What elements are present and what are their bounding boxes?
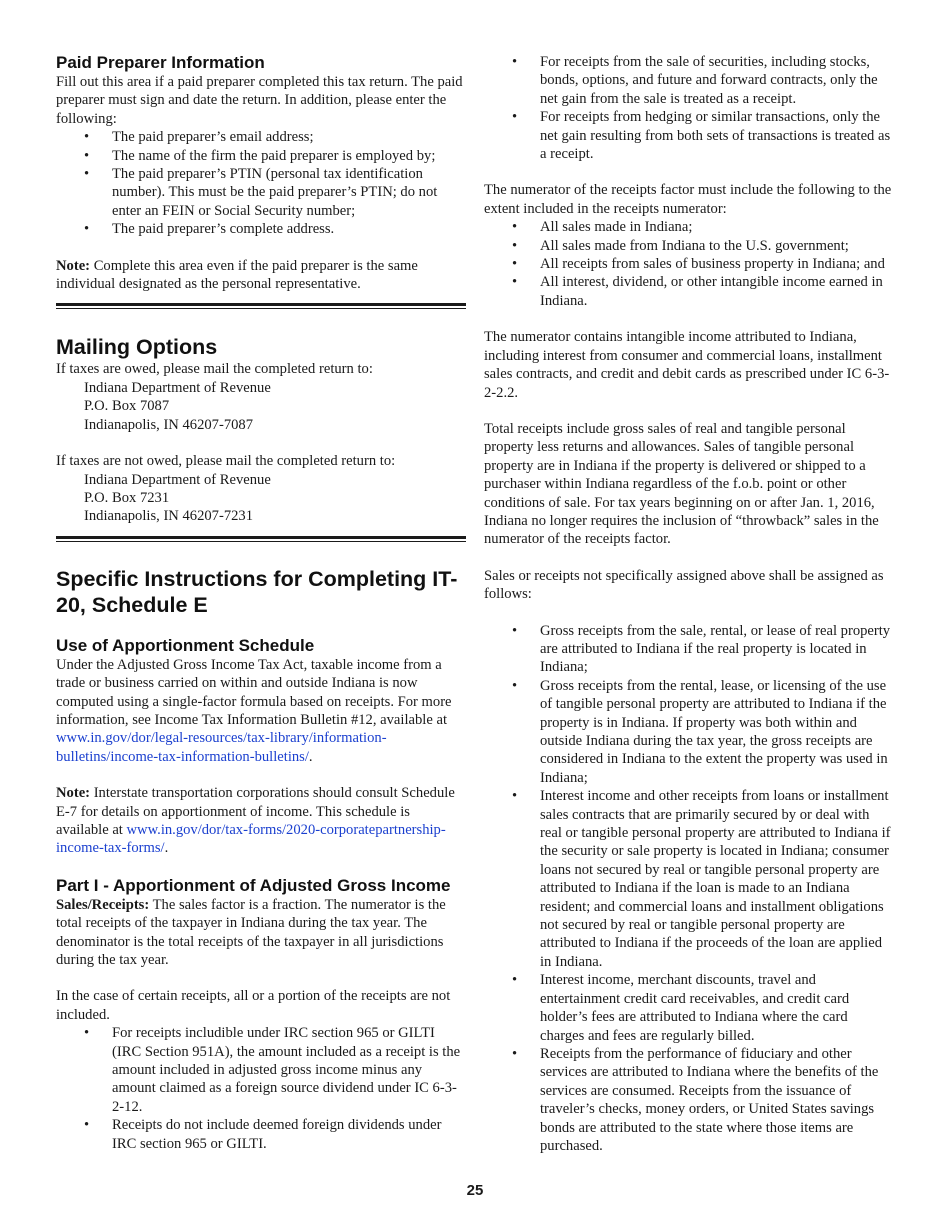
specific-instructions-heading: Specific Instructions for Completing IT-20, Schedule E	[56, 566, 458, 617]
punctuation: .	[164, 840, 169, 857]
list-item: • Receipts from the performance of fiduciary and other services are attributed to Indiana where the benefits of the services are consumed. Receipts from the issuance of traveler’s checks, money orders, or United States savings bonds are attributed to the state where those items are purchased.	[484, 1045, 894, 1155]
assigned-list	[484, 622, 894, 1156]
address-line: P.O. Box 7087	[84, 398, 170, 415]
paid-preparer-heading: Paid Preparer Information	[56, 53, 265, 72]
list-item: • All sales made in Indiana;	[484, 218, 894, 236]
punctuation: .	[308, 748, 313, 765]
list-item: • For receipts from hedging or similar transactions, only the net gain resulting from both sets of transactions is treated as a receipt.	[484, 108, 894, 163]
certain-receipts-list	[56, 1024, 466, 1153]
note-text: Complete this area even if the paid preparer is the same individual designated as the personal representative.	[56, 257, 418, 293]
sales-receipts-label: Sales/Receipts:	[56, 896, 150, 913]
mailing-not-owed-intro: If taxes are not owed, please mail the completed return to:	[56, 453, 396, 470]
right-column	[484, 0, 894, 1155]
list-item: • The paid preparer’s email address;	[56, 128, 466, 146]
list-item: • For receipts from the sale of securities, including stocks, bonds, options, and future and forward contracts, only the net gain from the sale is treated as a receipt.	[484, 53, 894, 108]
list-item: • Interest income and other receipts from loans or installment sales contracts that are primarily secured by or deal with real or tangible personal property are attributed to Indiana if the security or sale property is located in Indiana; consumer loans not secured by real or tangible personal property are attributed to Indiana if the loan is made to an Indiana resident; and commercial loans and installment obligations not secured by real or tangible personal property are attributed to Indiana if the proceeds of the loan are applied in Indiana.	[484, 787, 894, 971]
left-column	[56, 0, 466, 1153]
address-line: P.O. Box 7231	[84, 489, 170, 506]
use-of-apportionment-text	[56, 656, 466, 766]
mailing-owed-address	[56, 379, 466, 434]
mailing-not-owed-address	[56, 471, 466, 526]
list-item: • All interest, dividend, or other intangible income earned in Indiana.	[484, 273, 894, 310]
net-gain-list	[484, 53, 894, 163]
address-line: Indiana Department of Revenue	[84, 379, 271, 396]
list-item: • All receipts from sales of business property in Indiana; and	[484, 255, 894, 273]
intangible-income-text: The numerator contains intangible income attributed to Indiana, including interest from consumer and commercial loans, installment sales contracts, and credit and debit cards as prescribed under IC 6-3-2-2.2.	[484, 329, 890, 401]
note-text: Interstate transportation corporations should consult Schedule E-7 for details on apportionment of income. This schedule is available at	[56, 785, 455, 838]
part1-heading: Part I - Apportionment of Adjusted Gross Income	[56, 875, 451, 895]
paid-preparer-list	[56, 128, 466, 238]
note-label: Note:	[56, 785, 91, 802]
list-item: • Gross receipts from the rental, lease, or licensing of the use of tangible personal property are attributed to Indiana if the property is in Indiana. If property was both within and outside Indiana during the tax year, the gross receipts are considered in Indiana to the extent the property was used in Indiana;	[484, 677, 894, 787]
list-item: • The name of the firm the paid preparer is employed by;	[56, 147, 466, 165]
note-label: Note:	[56, 257, 91, 274]
address-line: Indiana Department of Revenue	[84, 471, 271, 488]
schedule-e7-note	[56, 784, 466, 858]
total-receipts-text: Total receipts include gross sales of real and tangible personal property less returns and allowances. Sales of tangible personal property are in Indiana if the property is delivered or shipped to a purchaser within Indiana regardless of the f.o.b. point or other conditions of sale. For tax years beginning on or after Jan. 1, 2016, Indiana no longer requires the inclusion of “throwback” sales in the numerator of the receipts factor.	[484, 420, 879, 548]
mailing-options-heading: Mailing Options	[56, 335, 218, 360]
list-item: • Gross receipts from the sale, rental, or lease of real property are attributed to Indiana if the real property is located in Indiana;	[484, 622, 894, 677]
paid-preparer-intro: Fill out this area if a paid preparer completed this tax return. The paid preparer must sign and date the return. In addition, please enter the following:	[56, 74, 463, 127]
sales-receipts-text	[56, 896, 466, 970]
address-line: Indianapolis, IN 46207-7231	[84, 508, 254, 525]
numerator-list	[484, 218, 894, 310]
list-item: • All sales made from Indiana to the U.S. government;	[484, 237, 894, 255]
address-line: Indianapolis, IN 46207-7087	[84, 416, 254, 433]
numerator-intro: The numerator of the receipts factor must include the following to the extent included in the receipts numerator:	[484, 182, 892, 217]
assigned-intro: Sales or receipts not specifically assigned above shall be assigned as follows:	[484, 567, 884, 603]
list-item: • Receipts do not include deemed foreign dividends under IRC section 965 or GILTI.	[56, 1116, 466, 1153]
page-number: 25	[466, 1182, 484, 1199]
paid-preparer-note	[56, 257, 466, 294]
certain-receipts-text: In the case of certain receipts, all or a portion of the receipts are not included.	[56, 988, 451, 1023]
list-item: • For receipts includible under IRC section 965 or GILTI (IRC Section 951A), the amount included as a receipt is the amount included in adjusted gross income minus any amount claimed as a foreign source dividend under IC 6-3-2-12.	[56, 1024, 466, 1116]
mailing-owed-intro: If taxes are owed, please mail the completed return to:	[56, 361, 373, 378]
use-text: Under the Adjusted Gross Income Tax Act, taxable income from a trade or business carried on within and outside Indiana is now computed using a single-factor formula based on receipts. For more information, see Income Tax Information Bulletin #12, available at	[56, 656, 452, 728]
tax-forms-link[interactable]: www.in.gov/dor/tax-forms/2020-corporatepartnership-income-tax-forms/	[56, 821, 446, 857]
list-item: • The paid preparer’s PTIN (personal tax identification number). This must be the paid preparer’s PTIN; do not enter an FEIN or Social Security number;	[56, 165, 466, 220]
sales-receipts-body: The sales factor is a fraction. The numerator is the total receipts of the taxpayer in Indiana during the tax year. The denominator is the total receipts of the taxpayer in all jurisdictions during the tax year.	[56, 896, 446, 968]
use-of-apportionment-heading: Use of Apportionment Schedule	[56, 635, 315, 655]
list-item: • Interest income, merchant discounts, travel and entertainment credit card receivables, and credit card holder’s fees are attributed to Indiana where the card charges and fees are regularly billed.	[484, 971, 894, 1045]
info-bulletins-link[interactable]: www.in.gov/dor/legal-resources/tax-library/information-bulletins/income-tax-information-bulletins/	[56, 730, 387, 765]
list-item: • The paid preparer’s complete address.	[56, 220, 466, 238]
